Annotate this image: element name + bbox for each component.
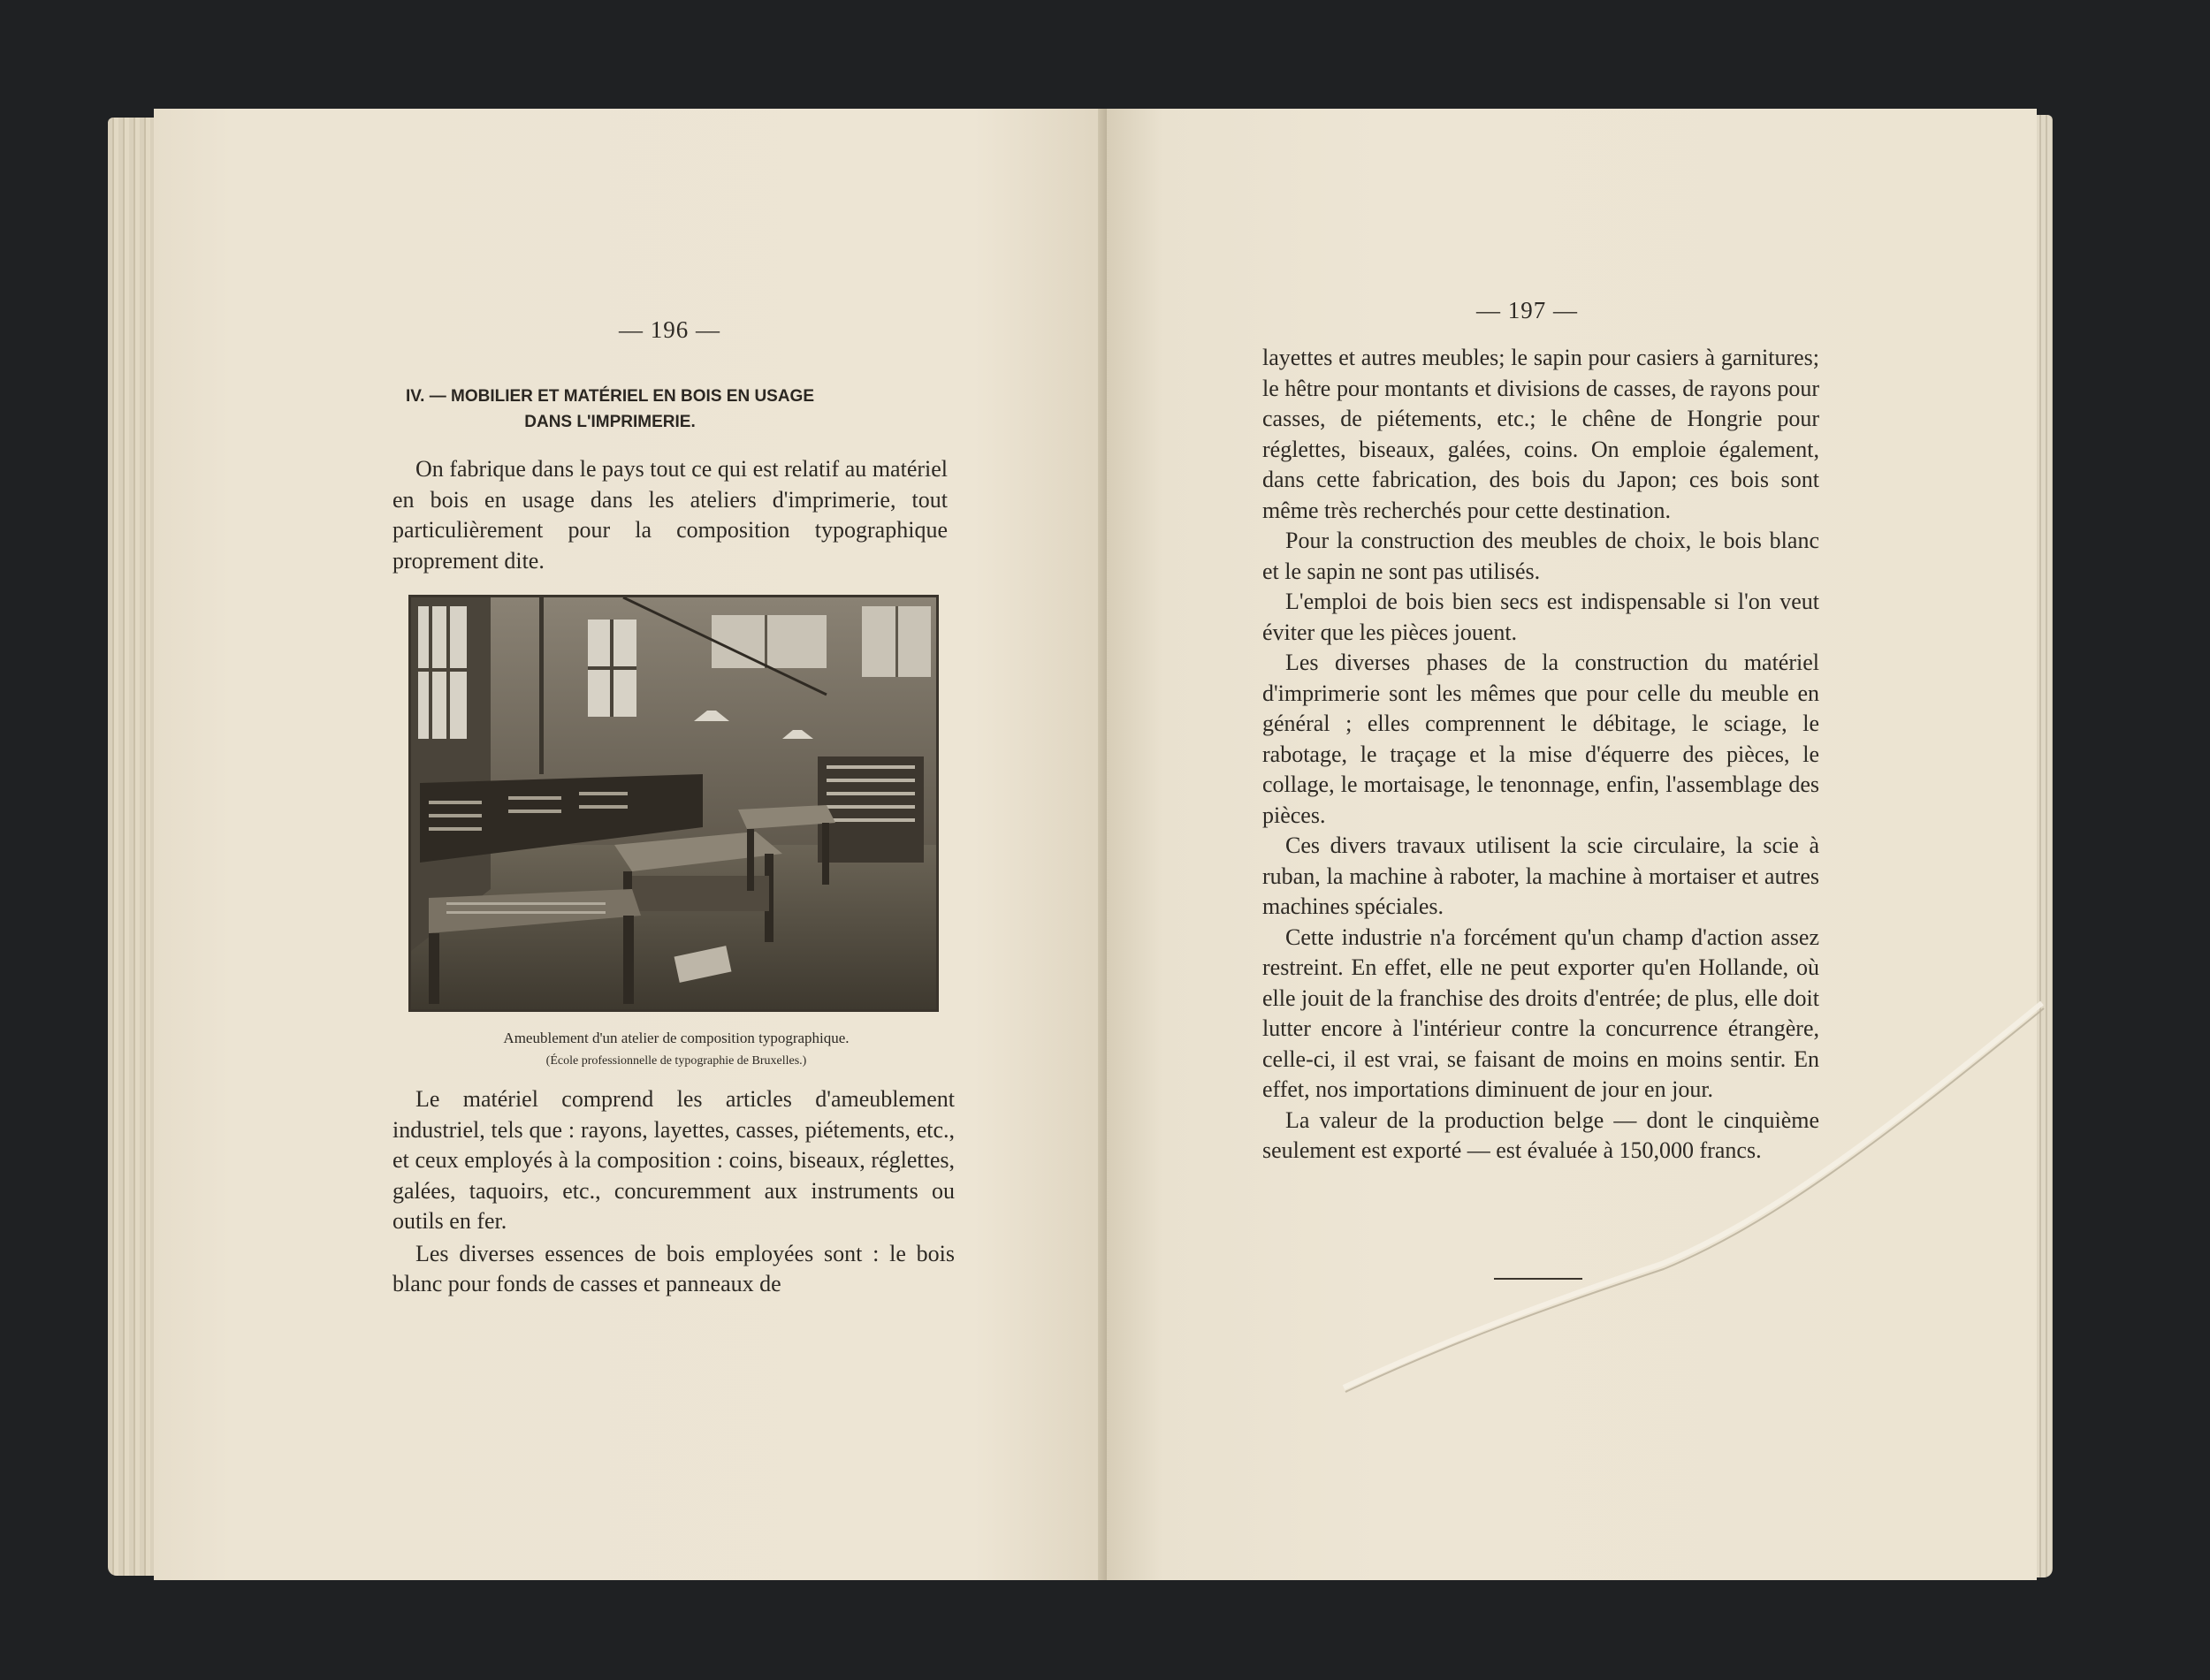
right-page-number: — 197 — [1476,297,1578,323]
section-heading-line2: DANS L'IMPRIMERIE. [524,413,696,431]
right-paragraph-5: Ces divers travaux utilisent la scie circulaire, la scie à ruban, la machine à raboter, la machine à mortaiser et autres machines spéciales. [1262,832,1819,919]
left-paragraph-2: Le matériel comprend les articles d'ameublement industriel, tels que : rayons, layettes, casses, piétements, etc., et ceux employés à la composition : coins, biseaux, réglettes, galées, taquoirs, etc., concuremment aux instruments ou outils en fer. [392,1086,955,1234]
right-paragraph-6: Cette industrie n'a forcément qu'un champ d'action assez restreint. En effet, elle ne peut exporter qu'en Hollande, où elle jouit de la franchise des droits d'entrée; de plus, elle doit lutter encore à l'intérieur contre la concurrence étrangère, celle-ci, il est vrai, se faisant de moins en moins sentir. En effet, nos importations diminuent de jour en jour. [1262,924,1819,1102]
paper-tear-crease [1326,981,2051,1405]
workshop-photo-illustration [411,597,936,1009]
caption-source: (École professionnelle de typographie de Bruxelles.) [545,1054,807,1068]
photo-caption [371,1027,981,1073]
left-intro-paragraph [392,454,948,576]
section-heading-line1: IV. — MOBILIER ET MATÉRIEL EN BOIS EN USAGE [405,387,815,406]
left-page-number: — 196 — [619,316,720,343]
section-heading [265,384,955,435]
caption-title: Ameublement d'un atelier de composition typographique. [503,1030,850,1046]
workshop-photograph [408,595,939,1012]
left-body-text [392,1084,955,1300]
intro-text: On fabrique dans le pays tout ce qui est relatif au matériel en bois en usage dans les ateliers d'imprimerie, tout particulièrement pour la composition typographique proprement dite. [392,456,948,574]
right-paragraph-2: Pour la construction des meubles de choix, le bois blanc et le sapin ne sont pas utilisés. [1262,528,1819,584]
right-paragraph-1: layettes et autres meubles; le sapin pour casiers à garnitures; le hêtre pour montants et divisions de casses, de rayons pour casses, de piétements, etc.; le chêne de Hongrie pour réglettes, biseaux, galées, coins. On emploie également, dans cette fabrication, des bois du Japon; ces bois sont même très recherchés pour cette destination. [1262,345,1819,523]
right-paragraph-7: La valeur de la production belge — dont le cinquième seulement est exporté — est évaluée à 150,000 francs. [1262,1106,1819,1163]
left-paragraph-3: Les diverses essences de bois employées sont : le bois blanc pour fonds de casses et panneaux de [392,1240,955,1296]
right-paragraph-3: L'emploi de bois bien secs est indispensable si l'on veut éviter que les pièces jouent. [1262,589,1819,645]
right-paragraph-4: Les diverses phases de la construction du matériel d'imprimerie sont les mêmes que pour celle du meuble en général ; elles comprennent le débitage, le sciage, le rabotage, le traçage et la mise d'équerre des pièces, le collage, le mortaisage, le tenonnage, enfin, l'assemblage des pièces. [1262,650,1819,828]
